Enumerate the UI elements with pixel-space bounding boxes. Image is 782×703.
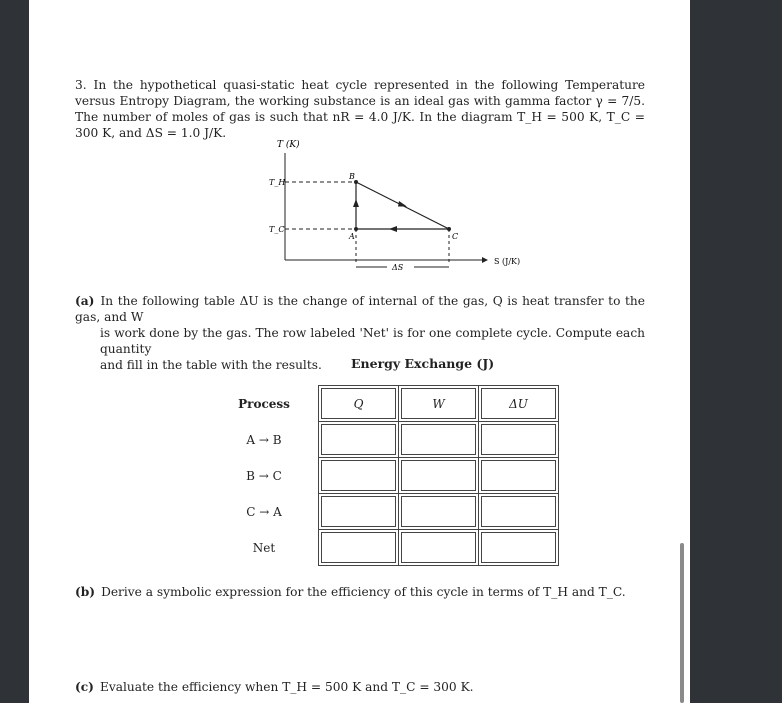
row-label-c-to-a: C → A: [246, 504, 282, 519]
table-row: [210, 458, 559, 494]
energy-exchange-table: [210, 385, 559, 566]
point-b-label: B: [349, 172, 355, 181]
part-b-label: (b): [75, 585, 96, 599]
right-margin-bar: [690, 0, 782, 703]
part-b-text: Derive a symbolic expression for the efficiency of this cycle in terms of T_H and T_C.: [101, 585, 626, 599]
cell-q-c-to-a[interactable]: [319, 494, 399, 530]
table-row: [210, 530, 559, 566]
row-label-b-to-c: B → C: [246, 468, 282, 483]
ts-diagram: [259, 135, 549, 275]
problem-number: 3.: [75, 78, 87, 92]
arrow-c-to-a-icon: [389, 226, 397, 232]
tc-label: T_C: [269, 225, 285, 234]
part-a-label: (a): [75, 294, 95, 308]
delta-s-label: ΔS: [392, 263, 404, 272]
th-label: T_H: [269, 178, 286, 187]
point-a-label: A: [349, 232, 355, 241]
cell-du-net[interactable]: [479, 530, 559, 566]
x-axis-label: S (J/K): [494, 257, 521, 266]
cell-du-c-to-a[interactable]: [479, 494, 559, 530]
part-c-text: Evaluate the efficiency when T_H = 500 K and T_C = 300 K.: [99, 680, 474, 694]
part-c-label: (c): [75, 680, 94, 694]
point-a-dot: [354, 227, 358, 231]
problem-statement: [75, 77, 645, 141]
cell-w-b-to-c[interactable]: [399, 458, 479, 494]
point-c-label: C: [452, 232, 459, 241]
left-margin-bar: [0, 0, 29, 703]
y-axis-label: T (K): [277, 140, 300, 150]
cell-w-net[interactable]: [399, 530, 479, 566]
problem-line-2: Diagram, the working substance is an ideal gas with gamma factor γ = 7/5. The number of moles of gas: [75, 94, 646, 124]
part-a-line-2: is work done by the gas. The row labeled 'Net' is for one complete cycle. Compute each quantity: [100, 326, 645, 356]
part-b: [75, 584, 626, 600]
arrow-b-to-c-icon: [398, 201, 407, 207]
cell-q-a-to-b[interactable]: [319, 422, 399, 458]
table-header-row: [210, 386, 559, 422]
point-c-dot: [447, 227, 451, 231]
document-page: [29, 0, 690, 703]
cell-w-a-to-b[interactable]: [399, 422, 479, 458]
table-row: [210, 422, 559, 458]
header-process: Process: [238, 396, 290, 411]
cell-q-b-to-c[interactable]: [319, 458, 399, 494]
part-a-line-3: and fill in the table with the results.: [100, 358, 322, 372]
header-w: W: [399, 386, 479, 422]
header-delta-u: ΔU: [479, 386, 559, 422]
cell-q-net[interactable]: [319, 530, 399, 566]
row-label-a-to-b: A → B: [246, 432, 282, 447]
cell-du-b-to-c[interactable]: [479, 458, 559, 494]
cell-du-a-to-b[interactable]: [479, 422, 559, 458]
table-row: [210, 494, 559, 530]
arrow-a-to-b-icon: [353, 199, 359, 207]
row-label-net: Net: [252, 540, 276, 555]
problem-line-1: In the hypothetical quasi-static heat cycle represented in the following Temperature versus Entropy: [75, 78, 646, 108]
part-a-line-1: In the following table ΔU is the change of internal of the gas, Q is heat transfer to the gas, and W: [75, 294, 645, 324]
table-title: Energy Exchange (J): [351, 356, 495, 371]
problem-line-3: is such that nR = 4.0 J/K. In the diagram T_H = 500 K, T_C = 300 K, and ΔS = 1.0 J/K.: [75, 110, 646, 140]
part-c: [75, 679, 474, 695]
scrollbar-thumb[interactable]: [680, 543, 684, 703]
header-q: Q: [319, 386, 399, 422]
cell-w-c-to-a[interactable]: [399, 494, 479, 530]
